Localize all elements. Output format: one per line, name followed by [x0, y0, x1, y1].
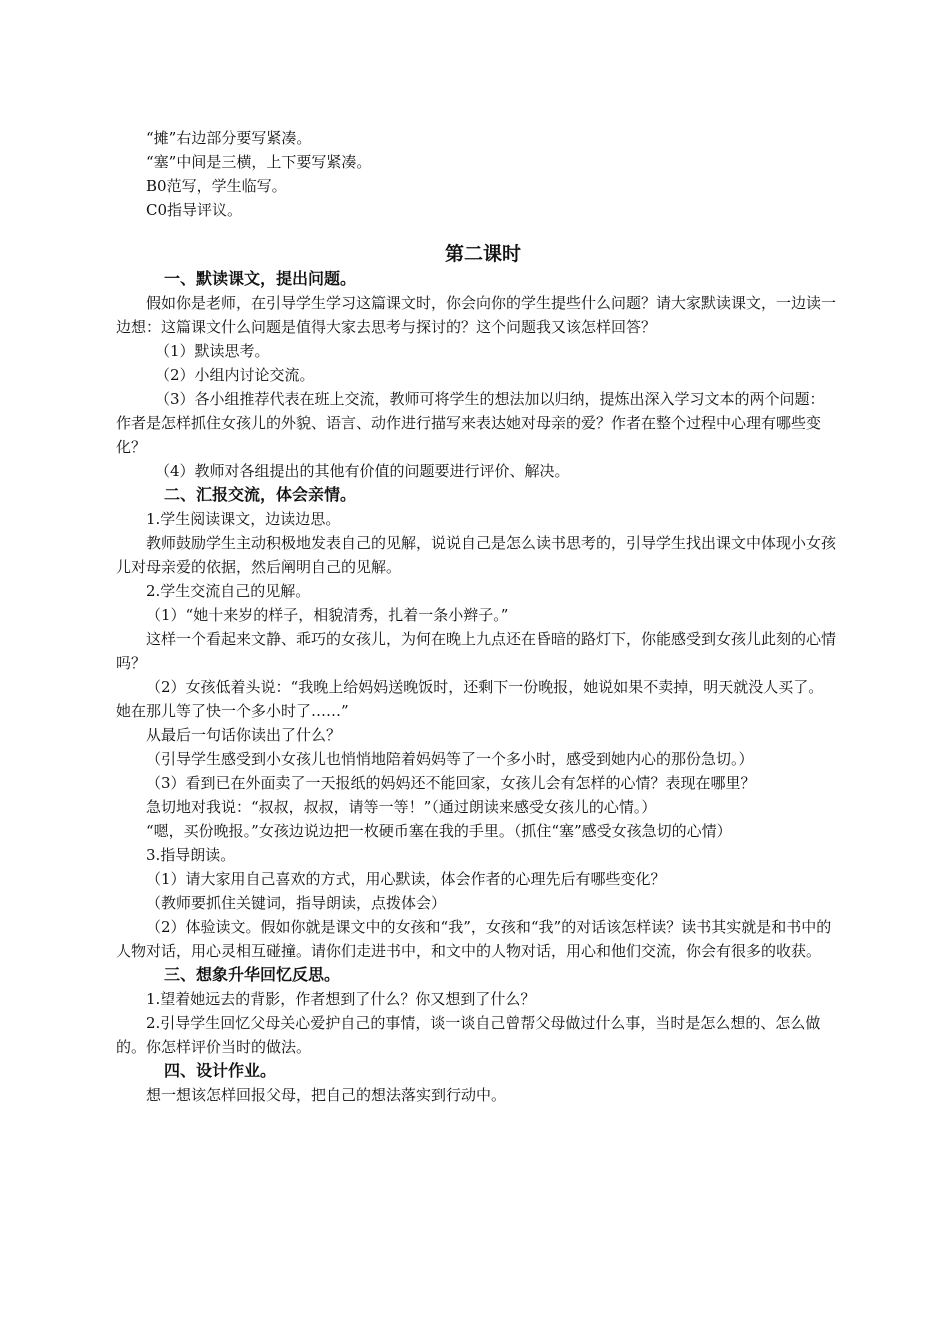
- section2-quote-1-desc: 这样一个看起来文静、乖巧的女孩儿，为何在晚上九点还在昏暗的路灯下，你能感受到女孩儿此刻的心情吗？: [116, 630, 837, 672]
- model-writing-step: B0范写，学生临写。: [146, 177, 287, 195]
- lesson-title: 第二课时: [444, 243, 521, 265]
- section2-quote-1: （1）“她十来岁的样子，相貌清秀，扎着一条小辫子。”: [146, 606, 509, 624]
- section3-item-2: 2.引导学生回忆父母关心爱护自己的事情，谈一谈自己曾帮父母做过什么事，当时是怎么想的、怎么做的。你怎样评价当时的做法。: [116, 1014, 821, 1056]
- section3-item-1: 1.望着她远去的背影，作者想到了什么？你又想到了什么？: [146, 990, 536, 1008]
- document-body: [116, 126, 838, 1107]
- section2-item-2: 2.学生交流自己的见解。: [146, 582, 311, 600]
- section1-step-1: （1）默读思考。: [155, 342, 270, 360]
- section2-quote-3: （3）看到已在外面卖了一天报纸的妈妈还不能回家，女孩儿会有怎样的心情？表现在哪里？: [146, 774, 756, 792]
- section4-text: 想一想该怎样回报父母，把自己的想法落实到行动中。: [146, 1086, 507, 1104]
- section2-quote-2-ask: 从最后一句话你读出了什么？: [146, 726, 342, 744]
- section1-intro: 假如你是老师，在引导学生学习这篇课文时，你会向你的学生提些什么问题？请大家默读课文，一边读一边想：这篇课文什么问题是值得大家去思考与探讨的？这个问题我又该怎样回答？: [116, 294, 837, 336]
- section2-quote-3-line-2: “嗯，买份晚报。”女孩边说边把一枚硬币塞在我的手里。（抓住“塞”感受女孩急切的心情）: [146, 822, 732, 840]
- section2-item-3: 3.指导朗读。: [146, 846, 236, 864]
- section2-reading-2: （2）体验读文。假如你就是课文中的女孩和“我”，女孩和“我”的对话该怎样读？读书其实就是和书中的人物对话，用心灵相互碰撞。请你们走进书中，和文中的人物对话，用心和他们交流，你会有很多的收获。: [116, 918, 832, 960]
- section2-quote-2-desc: （引导学生感受到小女孩儿也悄悄地陪着妈妈等了一个多小时，感受到她内心的那份急切。）: [146, 750, 754, 768]
- section2-item-1: 1.学生阅读课文，边读边思。: [146, 510, 341, 528]
- writing-note-sai: “塞”中间是三横，上下要写紧凑。: [146, 153, 372, 171]
- section2-reading-1-note: （教师要抓住关键词，指导朗读，点拨体会）: [146, 894, 447, 912]
- section2-quote-3-line-1: 急切地对我说：“叔叔，叔叔，请等一等！”（通过朗读来感受女孩儿的心情。）: [146, 798, 657, 816]
- section-heading-1: 一、默读课文，提出问题。: [164, 269, 357, 288]
- writing-note-tan: “摊”右边部分要写紧凑。: [146, 129, 312, 147]
- section1-step-4: （4）教师对各组提出的其他有价值的问题要进行评价、解决。: [155, 462, 570, 480]
- section-heading-4: 四、设计作业。: [164, 1061, 277, 1080]
- section1-step-2: （2）小组内讨论交流。: [155, 366, 315, 384]
- section2-item-1-desc: 教师鼓励学生主动积极地发表自己的见解，说说自己是怎么读书思考的，引导学生找出课文中体现小女孩儿对母亲爱的依据，然后阐明自己的见解。: [116, 534, 837, 576]
- section-heading-2: 二、汇报交流，体会亲情。: [164, 485, 357, 504]
- section1-step-3: （3）各小组推荐代表在班上交流，教师可将学生的想法加以归纳，提炼出深入学习文本的两个问题：作者是怎样抓住女孩儿的外貌、语言、动作进行描写来表达她对母亲的爱？作者在整个过程中心理有哪些变化？: [116, 390, 825, 456]
- section2-reading-1: （1）请大家用自己喜欢的方式，用心默读，体会作者的心理先后有哪些变化？: [146, 870, 666, 888]
- section-heading-3: 三、想象升华回忆反思。: [164, 965, 341, 984]
- review-step: C0指导评议。: [146, 201, 243, 219]
- section2-quote-2: （2）女孩低着头说：“我晚上给妈妈送晚饭时，还剩下一份晚报，她说如果不卖掉，明天就没人买了。她在那儿等了快一个多小时了……”: [116, 678, 824, 720]
